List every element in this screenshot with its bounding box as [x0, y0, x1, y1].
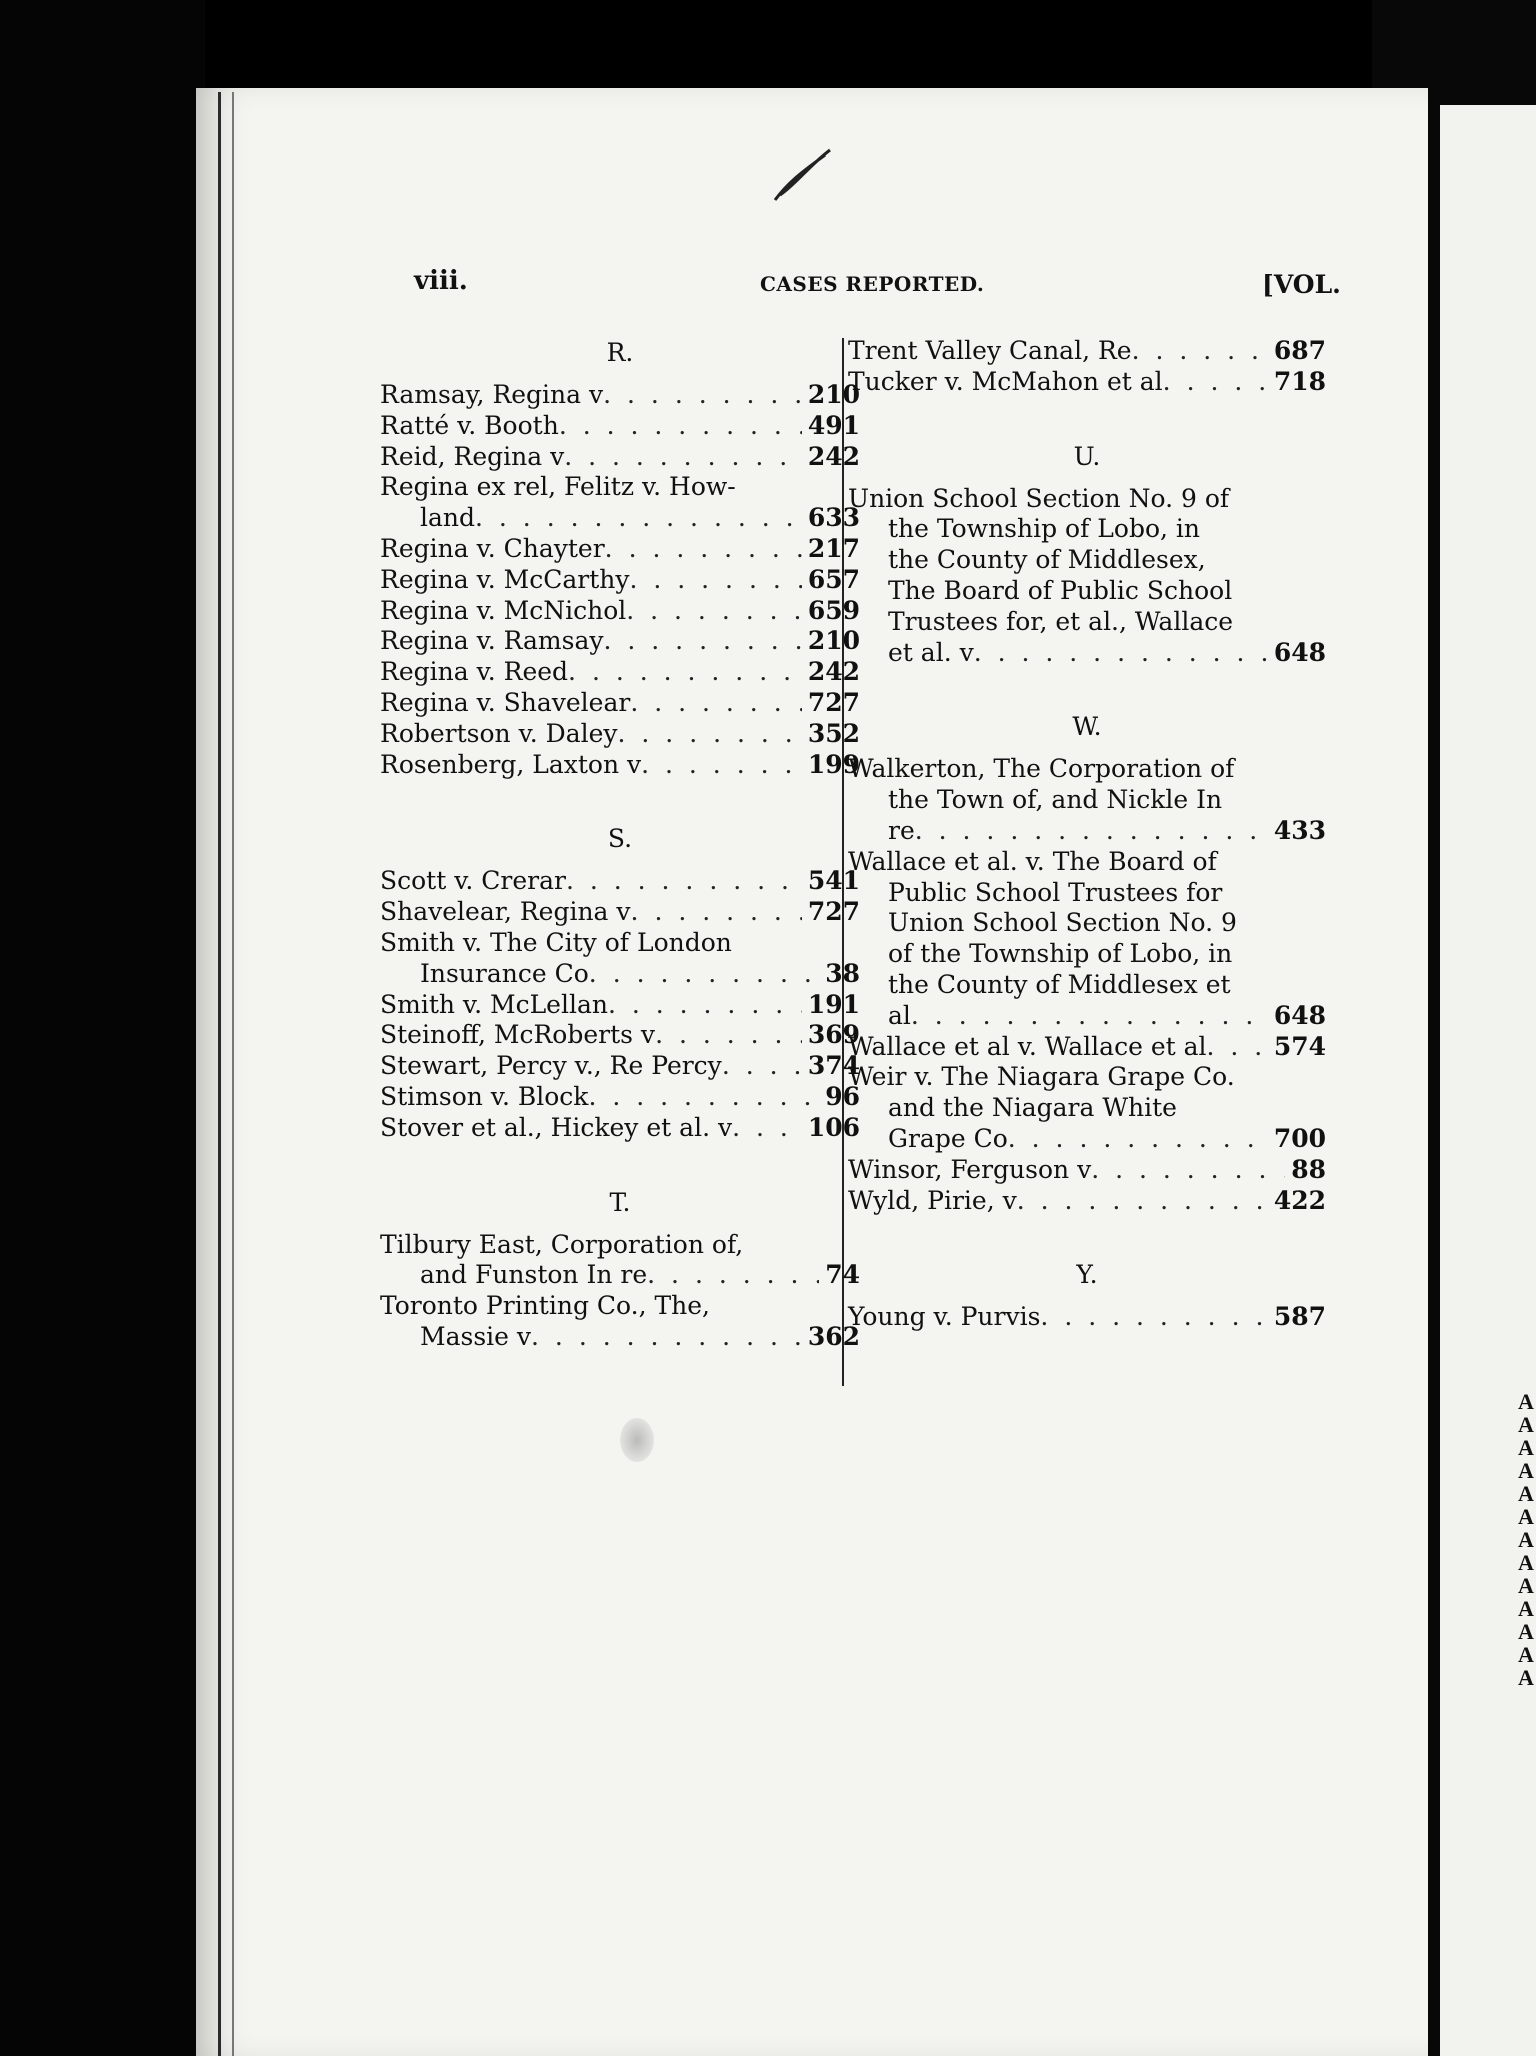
case-name-line: Scott v. Crerar [380, 866, 566, 896]
page-reference: 648 [1273, 637, 1326, 667]
case-name-line: Smith v. McLellan [380, 989, 608, 1019]
case-name-line: and the Niagara White [888, 1093, 1177, 1123]
binding-thread-mark [770, 140, 850, 210]
page-reference: 191 [807, 989, 860, 1019]
case-name-line: Public School Trustees for [888, 877, 1223, 907]
facing-page-letter: A [1518, 1550, 1534, 1575]
page-smudge [620, 1418, 654, 1462]
case-entry [380, 380, 860, 411]
case-name-line: Union School Section No. 9 [888, 908, 1237, 938]
dot-leader [1207, 1032, 1268, 1063]
case-entry [380, 565, 860, 596]
dot-leader [732, 1113, 802, 1144]
facing-page-edge [1440, 105, 1536, 2056]
case-name-line: Shavelear, Regina v [380, 897, 631, 927]
dot-leader [626, 596, 802, 627]
page-reference: 88 [1291, 1154, 1326, 1184]
page-reference: 106 [807, 1112, 860, 1142]
page-reference: 352 [807, 718, 860, 748]
case-name-line: the Township of Lobo, in [888, 514, 1200, 544]
section-spacer [848, 398, 1326, 430]
case-name-line: Steinoff, McRoberts v [380, 1020, 656, 1050]
case-name-line: Union School Section No. 9 of [848, 483, 1230, 513]
page-reference: 74 [825, 1260, 860, 1290]
dot-leader [566, 866, 802, 897]
facing-page-letter: A [1518, 1435, 1534, 1460]
case-name-line: Stewart, Percy v., Re Percy [380, 1051, 722, 1081]
case-entry [848, 1032, 1326, 1063]
case-name-line: and Funston In re [420, 1260, 648, 1290]
section-letter: R. [606, 338, 634, 367]
facing-page-letter: A [1518, 1527, 1534, 1552]
facing-page-letter: A [1518, 1642, 1534, 1667]
case-entry [380, 928, 860, 990]
case-name-line: Weir v. The Niagara Grape Co. [848, 1062, 1235, 1092]
facing-page-letter: A [1518, 1481, 1534, 1506]
case-name-line: Grape Co [888, 1123, 1008, 1153]
dot-leader [1017, 1186, 1268, 1217]
dot-leader [618, 719, 802, 750]
dot-leader [608, 990, 802, 1021]
page-reference: 199 [807, 749, 860, 779]
case-entry [848, 336, 1326, 367]
dot-leader [641, 750, 802, 781]
case-entry [380, 990, 860, 1021]
case-name-line: Regina ex rel, Felitz v. How- [380, 472, 736, 502]
page-reference: 210 [807, 380, 860, 409]
dot-leader [588, 1082, 819, 1113]
case-entry [380, 442, 860, 473]
dot-leader [568, 657, 802, 688]
dot-leader [655, 1020, 802, 1051]
section-letter: W. [1072, 712, 1102, 742]
page-reference: 648 [1273, 1000, 1326, 1030]
dot-leader [630, 688, 801, 719]
page-reference: 727 [807, 897, 860, 927]
section-letter: U. [1073, 441, 1101, 471]
case-entry [848, 367, 1326, 398]
case-entry [380, 472, 860, 534]
facing-page-letter: A [1518, 1596, 1534, 1621]
page-reference: 242 [807, 441, 860, 471]
page-reference: 727 [807, 687, 860, 717]
dot-leader [604, 626, 802, 657]
case-entry [380, 897, 860, 928]
running-title: CASES REPORTED. [760, 272, 985, 296]
page-reference: 96 [825, 1081, 860, 1111]
case-entry [848, 1186, 1326, 1217]
case-name-line: Insurance Co [420, 958, 589, 988]
section-spacer [380, 780, 860, 812]
case-entry [848, 847, 1326, 1032]
page-reference: 217 [807, 533, 860, 563]
case-entry [380, 1113, 860, 1144]
volume-mark: [VOL. [1262, 270, 1341, 299]
case-entry [848, 1155, 1326, 1186]
section-spacer [848, 668, 1326, 700]
case-entry [848, 484, 1326, 669]
left-column [380, 326, 860, 1353]
case-name-line: the County of Middlesex, [888, 545, 1206, 575]
case-entry [380, 1020, 860, 1051]
case-name-line: al [888, 1000, 911, 1030]
case-name-line: Walkerton, The Corporation of [848, 754, 1235, 784]
dot-leader [531, 1322, 802, 1353]
page-reference: 38 [825, 958, 860, 988]
facing-page-fragments [1518, 1390, 1534, 1689]
facing-page-letter: A [1518, 1665, 1534, 1690]
case-name-line: Rosenberg, Laxton v [380, 749, 642, 779]
page-number: viii. [414, 266, 468, 296]
case-name-line: The Board of Public School [888, 575, 1233, 605]
section-spacer [848, 1216, 1326, 1248]
case-name-line: Reid, Regina v [380, 441, 565, 471]
case-name-line: Regina v. Chayter [380, 533, 605, 563]
dot-leader [1040, 1302, 1267, 1333]
case-entry [380, 1291, 860, 1353]
case-name-line: land [420, 503, 476, 533]
case-entry [380, 866, 860, 897]
page-reference: 362 [807, 1321, 860, 1351]
facing-page-letter: A [1518, 1504, 1534, 1529]
dot-leader [475, 503, 802, 534]
case-name-line: Robertson v. Daley [380, 718, 618, 748]
case-name-line: Smith v. The City of London [380, 927, 732, 957]
right-column [848, 336, 1326, 1333]
case-name-line: et al. v [888, 637, 974, 667]
facing-page-letter: A [1518, 1458, 1534, 1483]
case-name-line: Wallace et al. v. The Board of [848, 846, 1217, 876]
dot-leader [589, 959, 819, 990]
case-entry [380, 657, 860, 688]
case-name-line: Regina v. McNichol [380, 595, 627, 625]
binding-gutter-line [218, 92, 221, 2056]
case-name-line: Trustees for, et al., Wallace [888, 606, 1234, 636]
case-name-line: Tucker v. McMahon et al [848, 366, 1163, 396]
case-name-line: Regina v. Shavelear [380, 687, 631, 717]
case-entry [380, 750, 860, 781]
case-name-line: Regina v. McCarthy [380, 564, 630, 594]
case-name-line: Wallace et al v. Wallace et al [848, 1031, 1207, 1061]
case-name-line: Stover et al., Hickey et al. v [380, 1112, 733, 1142]
facing-page-letter: A [1518, 1412, 1534, 1437]
page-reference: 687 [1273, 336, 1326, 365]
section-letter: Y. [1076, 1260, 1098, 1290]
dot-leader [605, 534, 802, 565]
facing-page-letter: A [1518, 1619, 1534, 1644]
facing-page-letter: A [1518, 1573, 1534, 1598]
dot-leader [974, 638, 1268, 669]
case-entry [380, 719, 860, 750]
page-reference: 541 [807, 866, 860, 896]
case-entry [848, 1062, 1326, 1154]
case-entry [380, 534, 860, 565]
section-spacer [380, 1144, 860, 1176]
dot-leader [1008, 1124, 1268, 1155]
page-reference: 657 [807, 564, 860, 594]
page-reference: 242 [807, 657, 860, 687]
case-name-line: Regina v. Ramsay [380, 626, 604, 656]
case-entry [380, 688, 860, 719]
case-name-line: Toronto Printing Co., The, [380, 1291, 710, 1321]
page-reference: 210 [807, 626, 860, 656]
dot-leader [722, 1051, 802, 1082]
section-letter: S. [607, 824, 633, 854]
page-reference: 491 [807, 410, 860, 440]
case-name-line: Massie v [420, 1321, 532, 1351]
dot-leader [564, 442, 802, 473]
page-header [0, 266, 1536, 306]
facing-page-letter: A [1518, 1389, 1534, 1414]
case-name-line: of the Township of Lobo, in [888, 939, 1233, 969]
case-entry [380, 1230, 860, 1292]
dot-leader [1132, 336, 1268, 367]
page-reference: 587 [1273, 1302, 1326, 1332]
page-reference: 700 [1273, 1123, 1326, 1153]
dot-leader [915, 816, 1268, 847]
page-reference: 633 [807, 503, 860, 533]
case-name-line: the County of Middlesex et [888, 969, 1231, 999]
case-name-line: Trent Valley Canal, Re [848, 336, 1132, 365]
scan-border-left [0, 0, 205, 2056]
page-reference: 369 [807, 1020, 860, 1050]
case-entry [380, 411, 860, 442]
case-entry [380, 1082, 860, 1113]
dot-leader [1091, 1155, 1285, 1186]
case-name-line: Ramsay, Regina v [380, 380, 604, 409]
dot-leader [559, 411, 802, 442]
section-letter: T. [609, 1187, 631, 1217]
case-entry [380, 1051, 860, 1082]
case-name-line: Tilbury East, Corporation of, [380, 1229, 744, 1259]
case-name-line: Ratté v. Booth [380, 410, 559, 440]
case-name-line: Regina v. Reed [380, 657, 569, 687]
page-reference: 659 [807, 595, 860, 625]
dot-leader [1163, 367, 1268, 398]
page-reference: 718 [1273, 366, 1326, 396]
dot-leader [647, 1260, 819, 1291]
case-entry [380, 626, 860, 657]
case-name-line: re [888, 815, 915, 845]
page-reference: 433 [1273, 815, 1326, 845]
page-reference: 574 [1273, 1031, 1326, 1061]
dot-leader [911, 1001, 1268, 1032]
page-reference: 422 [1273, 1185, 1326, 1215]
binding-gutter-line-secondary [232, 92, 234, 2056]
dot-leader [603, 380, 802, 411]
page-reference: 374 [807, 1051, 860, 1081]
case-entry [848, 754, 1326, 846]
case-name-line: Winsor, Ferguson v [848, 1154, 1092, 1184]
case-name-line: Young v. Purvis [848, 1302, 1041, 1332]
case-name-line: the Town of, and Nickle In [888, 785, 1223, 815]
dot-leader [629, 565, 801, 596]
case-name-line: Wyld, Pirie, v [848, 1185, 1017, 1215]
case-name-line: Stimson v. Block [380, 1081, 589, 1111]
case-entry [380, 596, 860, 627]
case-entry [848, 1302, 1326, 1333]
dot-leader [631, 897, 802, 928]
